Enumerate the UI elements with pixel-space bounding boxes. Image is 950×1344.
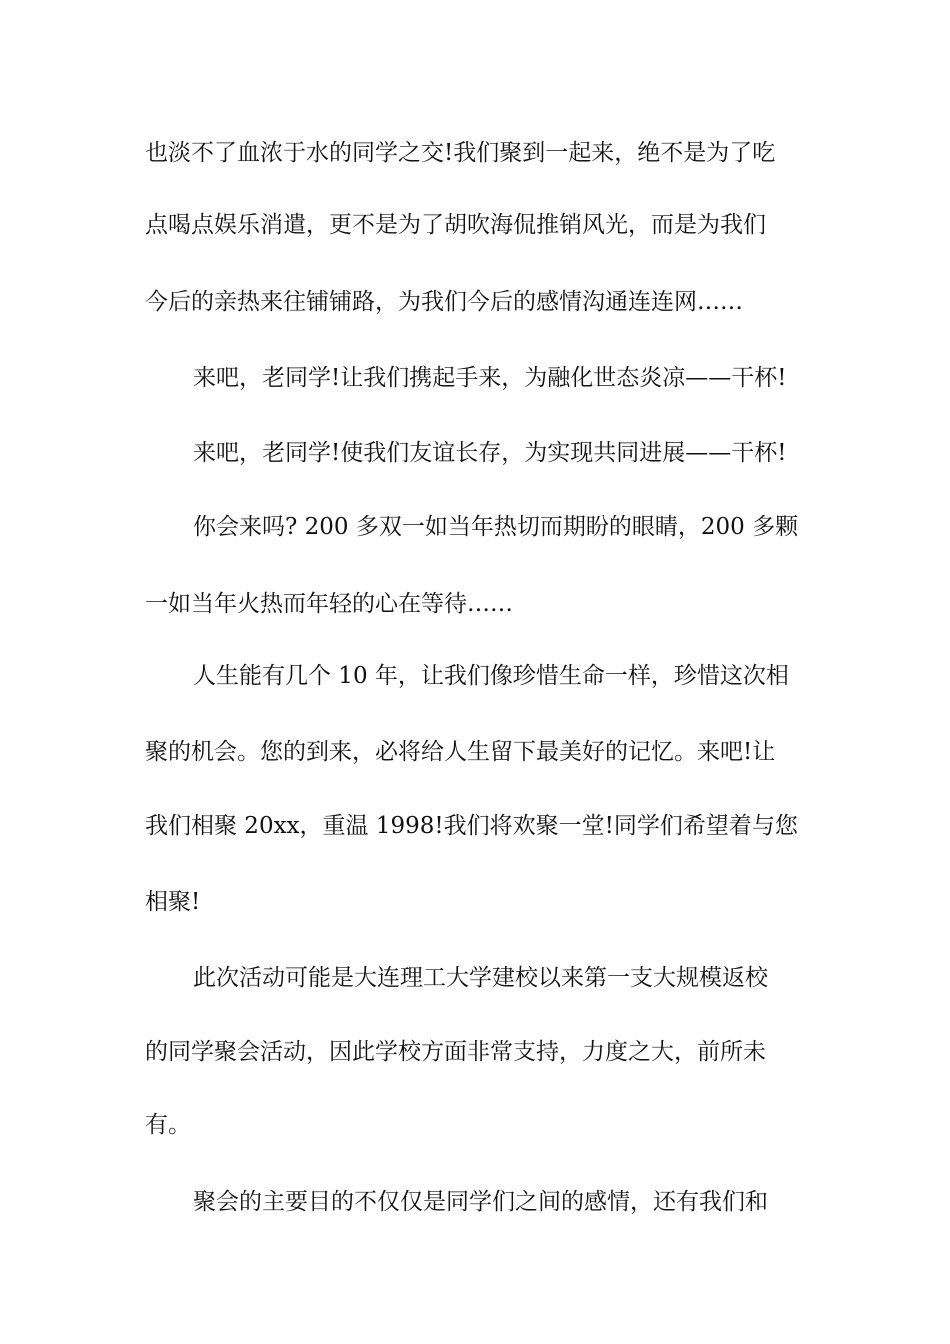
text-line: 人生能有几个 10 年，让我们像珍惜生命一样，珍惜这次相 <box>193 663 789 689</box>
text-line: 一如当年火热而年轻的心在等待…… <box>145 591 513 617</box>
text-line: 来吧，老同学!使我们友谊长存，为实现共同进展——干杯! <box>193 440 787 466</box>
text-line: 聚会的主要目的不仅仅是同学们之间的感情，还有我们和 <box>193 1189 768 1215</box>
text-line: 也淡不了血浓于水的同学之交!我们聚到一起来，绝不是为了吃 <box>145 140 776 166</box>
text-line: 我们相聚 20xx，重温 1998!我们将欢聚一堂!同学们希望着与您 <box>145 813 798 839</box>
text-line: 相聚! <box>145 889 201 915</box>
text-line: 有。 <box>145 1112 191 1138</box>
text-line: 点喝点娱乐消遣，更不是为了胡吹海侃推销风光，而是为我们 <box>145 212 766 238</box>
text-line: 聚的机会。您的到来，必将给人生留下最美好的记忆。来吧!让 <box>145 739 776 765</box>
text-line: 此次活动可能是大连理工大学建校以来第一支大规模返校 <box>193 965 768 991</box>
text-line: 来吧，老同学!让我们携起手来，为融化世态炎凉——干杯! <box>193 365 787 391</box>
text-line: 你会来吗? 200 多双一如当年热切而期盼的眼睛，200 多颗 <box>193 514 799 540</box>
text-line: 今后的亲热来往铺铺路，为我们今后的感情沟通连连网…… <box>145 289 743 315</box>
text-line: 的同学聚会活动，因此学校方面非常支持，力度之大，前所未 <box>145 1039 766 1065</box>
